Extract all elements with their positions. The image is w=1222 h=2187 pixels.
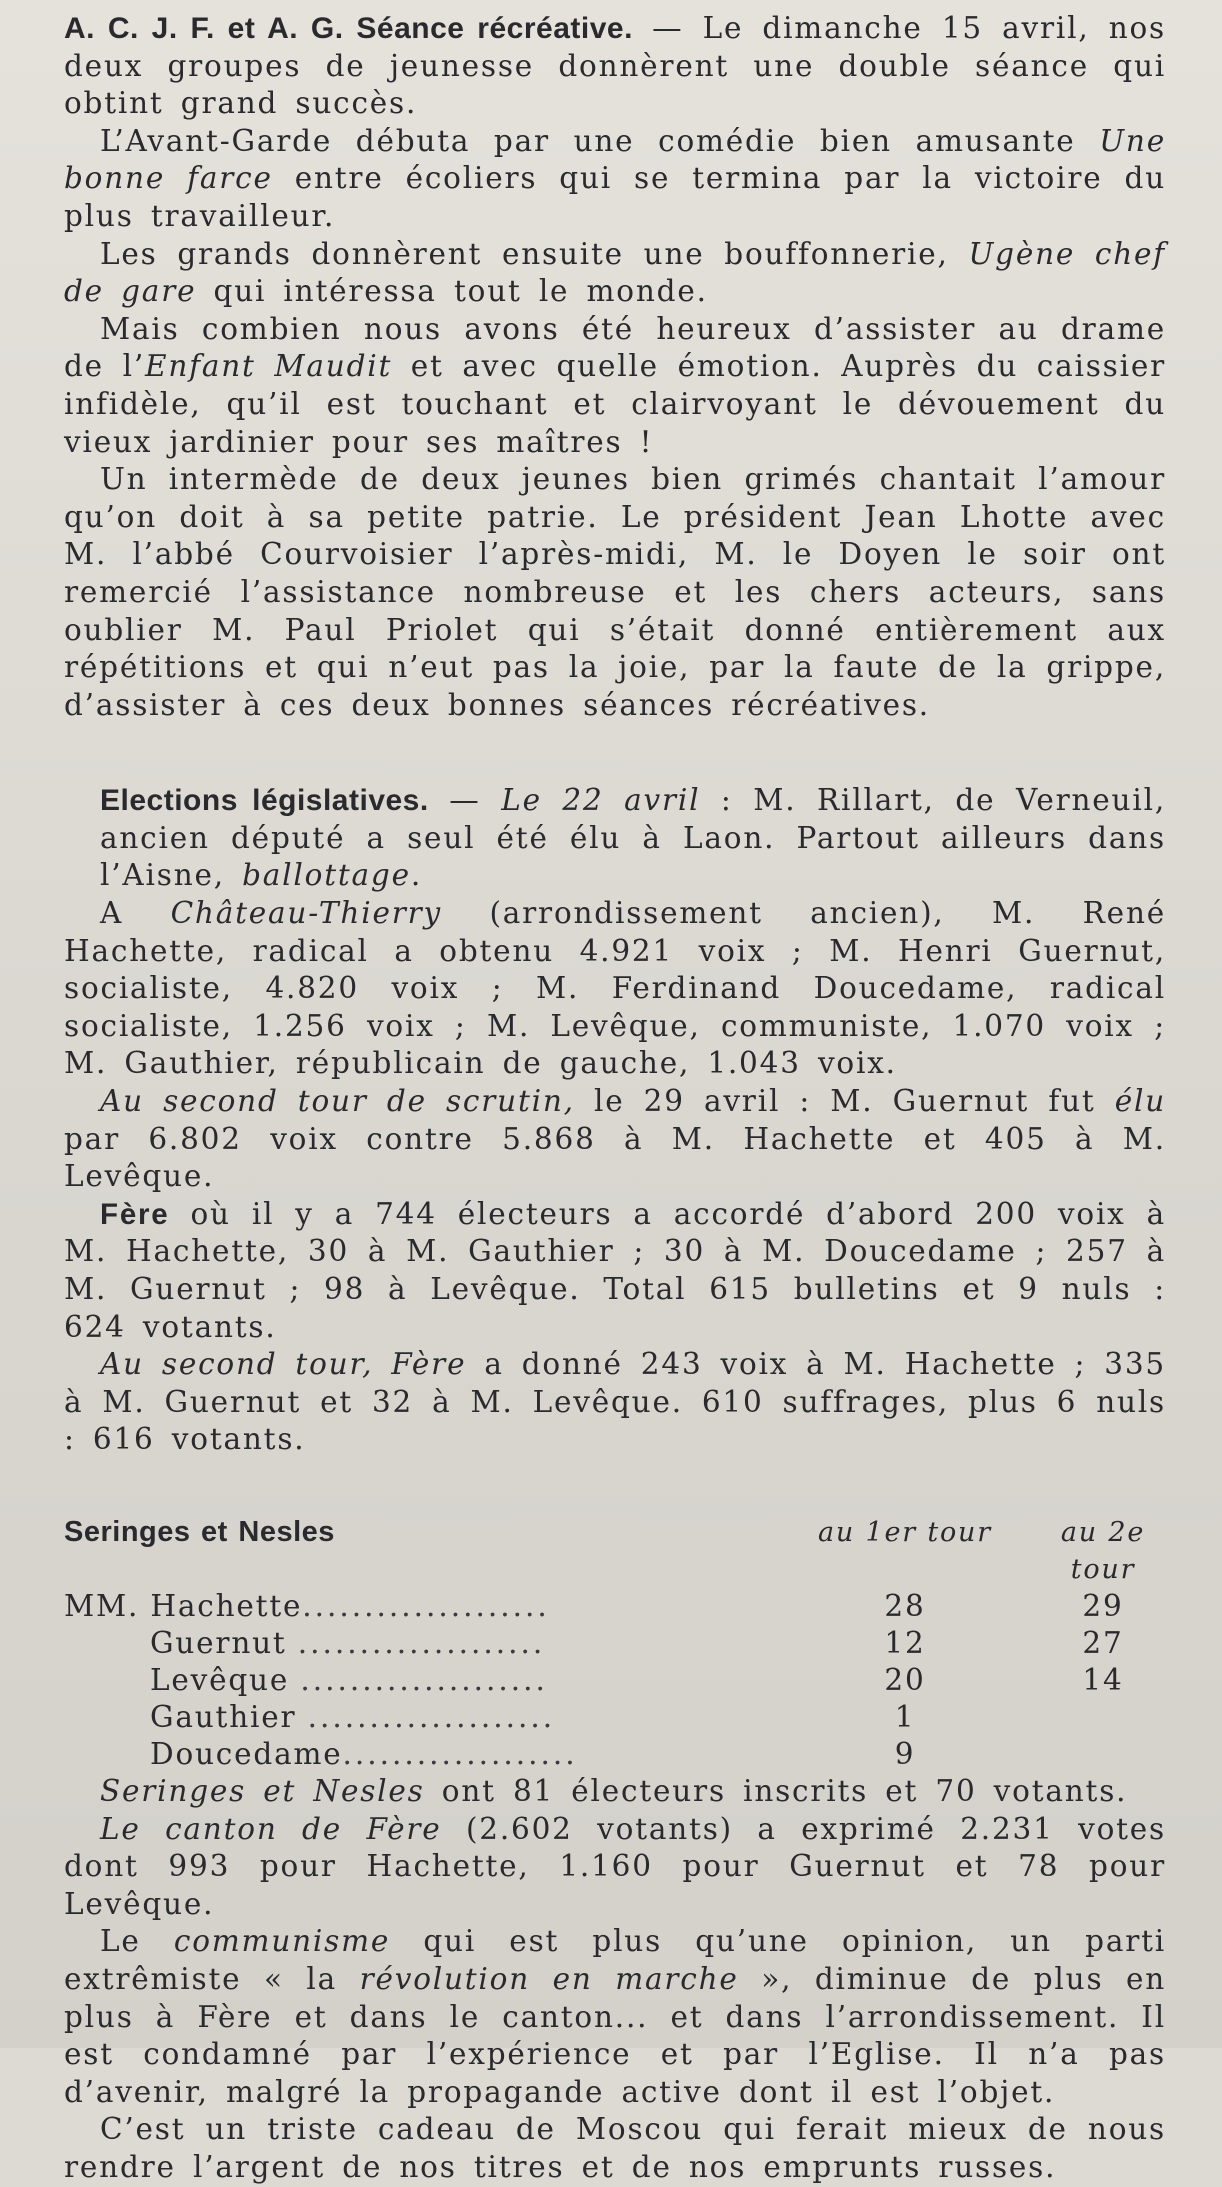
paragraph: A. C. J. F. et A. G. Séance récréative. — Le dimanche 15 avril, nos deux groupes de jeunesse donnèrent une double séance qui obtint grand succès. xyxy=(64,11,1166,121)
section-seance-recreative xyxy=(64,10,1166,724)
vote-count: 20 xyxy=(884,1662,926,1697)
vote-count: 27 xyxy=(1082,1625,1124,1660)
vote-count xyxy=(1040,1699,1166,1736)
table-row: Guernut .................... 12 27 xyxy=(64,1625,1166,1662)
vote-count: 9 xyxy=(894,1736,916,1771)
paragraph: L’Avant-Garde débuta par une comédie bien amusante Une bonne farce entre écoliers qui se termina par la victoire du plus travailleur. xyxy=(64,123,1166,233)
vote-count: 12 xyxy=(884,1625,926,1660)
table-header-row xyxy=(64,1513,1166,1588)
candidate-name: Levêque xyxy=(150,1662,290,1697)
vote-results-table xyxy=(64,1513,1166,1773)
paragraph: Fère où il y a 744 électeurs a accordé d’abord 200 voix à M. Hachette, 30 à M. Gauthier ; 30 à M. Doucedame ; 257 à M. Guernut ; 98 à Levêque. Total 615 bulletins et 9 nuls : 624 votants. xyxy=(64,1196,1166,1344)
section-heading: Elections législatives. xyxy=(100,784,429,818)
name-prefix: MM. xyxy=(64,1588,140,1623)
section-heading: Seringes et Nesles xyxy=(64,1515,335,1548)
vote-count xyxy=(1040,1736,1166,1773)
paragraph: Au second tour, Fère a donné 243 voix à M. Hachette ; 335 à M. Guernut et 32 à M. Levêque. 610 suffrages, plus 6 nuls : 616 votants. xyxy=(64,1347,1166,1457)
paragraph: Au second tour de scrutin, le 29 avril : M. Guernut fut élu par 6.802 voix contre 5.868 à M. Hachette et 405 à M. Levêque. xyxy=(64,1084,1166,1194)
play-title: Une bonne farce xyxy=(64,123,1166,196)
section-heading: A. C. J. F. et A. G. Séance récréative. xyxy=(64,12,633,45)
vote-count: 29 xyxy=(1082,1588,1124,1623)
town-name: Fère xyxy=(100,1197,170,1231)
play-title: Ugène chef de gare xyxy=(64,236,1166,309)
table-row: Doucedame................... 9 xyxy=(64,1736,1166,1773)
paragraph: Seringes et Nesles ont 81 électeurs inscrits et 70 votants. xyxy=(100,1773,1128,1808)
paragraph: Les grands donnèrent ensuite une bouffonnerie, Ugène chef de gare qui intéressa tout le monde. xyxy=(64,236,1166,309)
table-row: Levêque .................... 20 14 xyxy=(64,1662,1166,1699)
table-row: Gauthier .................... 1 xyxy=(64,1699,1166,1736)
column-header: au 1er tour xyxy=(818,1516,992,1548)
paragraph: Mais combien nous avons été heureux d’assister au drame de l’Enfant Maudit et avec quelle émotion. Auprès du caissier infidèle, qu’il est touchant et clairvoyant le dévouement du vieux jardinier pour ses maîtres ! xyxy=(64,311,1166,459)
paragraph: A Château-Thierry (arrondissement ancien), M. René Hachette, radical a obtenu 4.921 voix ; M. Henri Guernut, socialiste, 4.820 voix ; M. Ferdinand Doucedame, radical socialiste, 1.256 voix ; M. Levêque, communiste, 1.070 voix ; M. Gauthier, républicain de gauche, 1.043 voix. xyxy=(64,896,1167,1081)
column-header: au 2e tour xyxy=(1060,1516,1146,1585)
vote-count: 28 xyxy=(884,1588,926,1623)
candidate-name: Guernut xyxy=(150,1625,287,1660)
paragraph: Un intermède de deux jeunes bien grimés chantait l’amour qu’on doit à sa petite patrie. Le président Jean Lhotte avec M. l’abbé Courvoisier l’après-midi, M. le Doyen le soir ont remercié l’assistance nombreuse et les chers acteurs, sans oublier M. Paul Priolet qui s’était donné entièrement aux répétitions et qui n’eut pas la joie, par la faute de la grippe, d’assister à ces deux bonnes séances récréatives. xyxy=(64,462,1166,722)
candidate-name: Hachette xyxy=(150,1588,303,1623)
vote-count: 1 xyxy=(894,1699,916,1734)
paragraph: Le communisme qui est plus qu’une opinion, un parti extrêmiste « la révolution en marche », diminue de plus en plus à Fère et dans le canton... et dans l’arrondissement. Il est condamné par l’expérience et par l’Eglise. Il n’a pas d’avenir, malgré la propagande active dont il est l’objet. xyxy=(64,1924,1167,2109)
table-row: MM. Hachette.................... 28 29 xyxy=(64,1588,1166,1625)
section-seringes-nesles xyxy=(64,1513,1166,2187)
section-elections xyxy=(64,782,1166,1459)
vote-count: 14 xyxy=(1082,1662,1124,1697)
paragraph: Le canton de Fère (2.602 votants) a exprimé 2.231 votes dont 993 pour Hachette, 1.160 pour Guernut et 78 pour Levêque. xyxy=(64,1811,1166,1921)
play-title: Enfant Maudit xyxy=(145,349,393,384)
candidate-name: Doucedame xyxy=(150,1736,343,1771)
paragraph: Elections législatives. — Le 22 avril : M. Rillart, de Verneuil, ancien député a seul été élu à Laon. Partout ailleurs dans l’Aisne, ballottage. xyxy=(100,783,1167,893)
paragraph: C’est un triste cadeau de Moscou qui ferait mieux de nous rendre l’argent de nos titres et de nos emprunts russes. xyxy=(64,2112,1166,2184)
candidate-name: Gauthier xyxy=(150,1699,297,1734)
